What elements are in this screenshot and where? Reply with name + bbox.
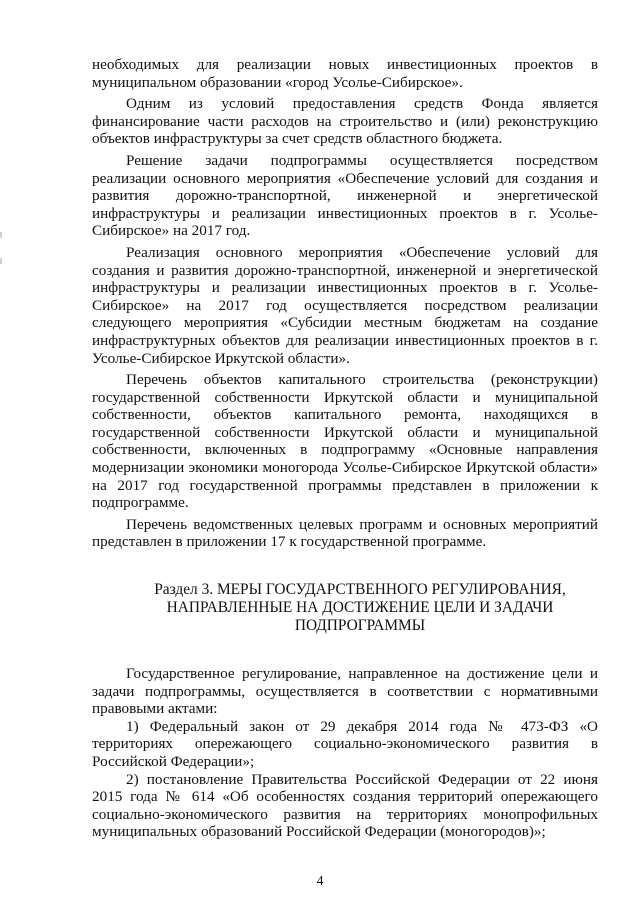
- paragraph-regulation-intro: Государственное регулирование, направленное на достижение цели и задачи подпрограммы, осуществляется в соответствии с нормативными правовыми актами:: [92, 665, 598, 718]
- section-heading-line: ПОДПРОГРАММЫ: [294, 617, 426, 635]
- list-item-government-decree: 2) постановление Правительства Российской Федерации от 22 июня 2015 года № 614 «Об особенностях создания территорий опережающего социально-экономического развития на территориях монопрофильных муниципальных образований Российской Федерации (моногородов)»;: [92, 770, 598, 841]
- document-page: [92, 56, 598, 841]
- scan-margin-mark: [0, 232, 2, 238]
- paragraph-fund-conditions: Одним из условий предоставления средств Фонда является финансирование части расходов на строительство и (или) реконструкцию объектов инфраструктуры за счет средств областного бюджета.: [92, 95, 598, 148]
- paragraph-objects-list: Перечень объектов капитального строительства (реконструкции) государственной собственности Иркутской области и муниципальной собственности, объектов капитального ремонта, находящихся в государственной собственности Иркутской области и муниципальной собственности, включенных в подпрограмму «Основные направления модернизации экономики моногорода Усолье-Сибирское Иркутской области» на 2017 год государственной программы представлен в приложении к подпрограмме.: [92, 371, 598, 512]
- section-heading-line: НАПРАВЛЕННЫЕ НА ДОСТИЖЕНИЕ ЦЕЛИ И ЗАДАЧИ: [166, 599, 554, 617]
- paragraph-task-solution: Решение задачи подпрограммы осуществляется посредством реализации основного мероприятия «Обеспечение условий для создания и развития дорожно-транспортной, инженерной и энергетической инфраструктуры и реализации инвестиционных проектов в г. Усолье-Сибирское» на 2017 год.: [92, 151, 598, 240]
- page-number: 4: [316, 874, 324, 889]
- paragraph-measure-implementation: Реализация основного мероприятия «Обеспечение условий для создания и развития дорожно-транспортной, инженерной и энергетической инфраструктуры и реализации инвестиционных проектов в г. Усолье-Сибирское» на 2017 год осуществляется посредством реализации следующего мероприятия «Субсидии местным бюджетам на создание инфраструктурных объектов для реализации инвестиционных проектов в г. Усолье-Сибирское Иркутской области».: [92, 243, 598, 367]
- scan-margin-mark: [0, 258, 2, 264]
- section-heading-line: Раздел 3. МЕРЫ ГОСУДАРСТВЕННОГО РЕГУЛИРОВАНИЯ,: [154, 581, 566, 599]
- list-item-federal-law: 1) Федеральный закон от 29 декабря 2014 года № 473-ФЗ «О территориях опережающего социально-экономического развития в Российской Федерации»;: [92, 717, 598, 770]
- paragraph-programs-list: Перечень ведомственных целевых программ и основных мероприятий представлен в приложении 17 к государственной программе.: [92, 515, 598, 551]
- paragraph-continuation: необходимых для реализации новых инвестиционных проектов в муниципальном образовании «город Усолье-Сибирское».: [92, 56, 598, 91]
- section-heading: [92, 581, 598, 635]
